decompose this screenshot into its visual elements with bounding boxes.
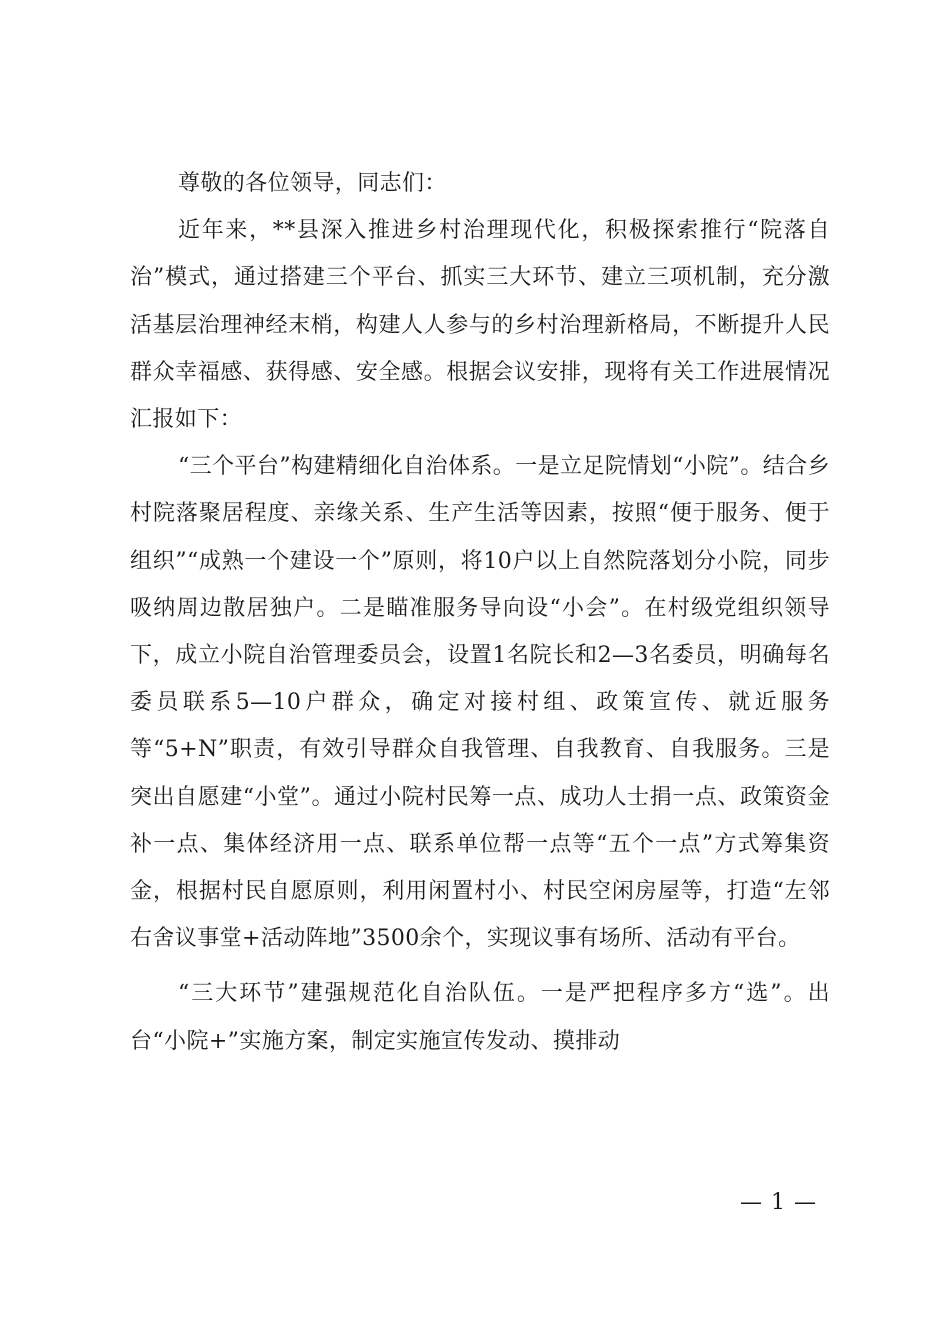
paragraph-three-links: “三大环节”建强规范化自治队伍。一是严把程序多方“选”。出台“小院+”实施方案，制定实施宣传发动、摸排动 bbox=[130, 981, 830, 1054]
salutation: 尊敬的各位领导，同志们： bbox=[178, 171, 447, 196]
paragraph-three-platforms: “三个平台”构建精细化自治体系。一是立足院情划“小院”。结合乡村院落聚居程度、亲缘关系、生产生活等因素，按照“便于服务、便于组织”“成熟一个建设一个”原则，将10户以上自然院落划分小院，同步吸纳周边散居独户。二是瞄准服务导向设“小会”。在村级党组织领导下，成立小院自治管理委员会，设置1名院长和2—3名委员，明确每名委员联系5—10户群众，确定对接村组、政策宣传、就近服务等“5+N”职责，有效引导群众自我管理、自我教育、自我服务。三是突出自愿建“小堂”。通过小院村民筹一点、成功人士捐一点、政策资金补一点、集体经济用一点、联系单位帮一点等“五个一点”方式筹集资金，根据村民自愿原则，利用闲置村小、村民空闲房屋等，打造“左邻右舍议事堂+活动阵地”3500余个，实现议事有场所、活动有平台。 bbox=[130, 454, 830, 952]
paragraph-intro: 近年来，**县深入推进乡村治理现代化，积极探索推行“院落自治”模式，通过搭建三个平台、抓实三大环节、建立三项机制，充分激活基层治理神经末梢，构建人人参与的乡村治理新格局，不断提升人民群众幸福感、获得感、安全感。根据会议安排，现将有关工作进展情况汇报如下： bbox=[130, 218, 830, 433]
document-body bbox=[130, 160, 830, 1065]
page-number: — 1 — bbox=[740, 1190, 817, 1215]
